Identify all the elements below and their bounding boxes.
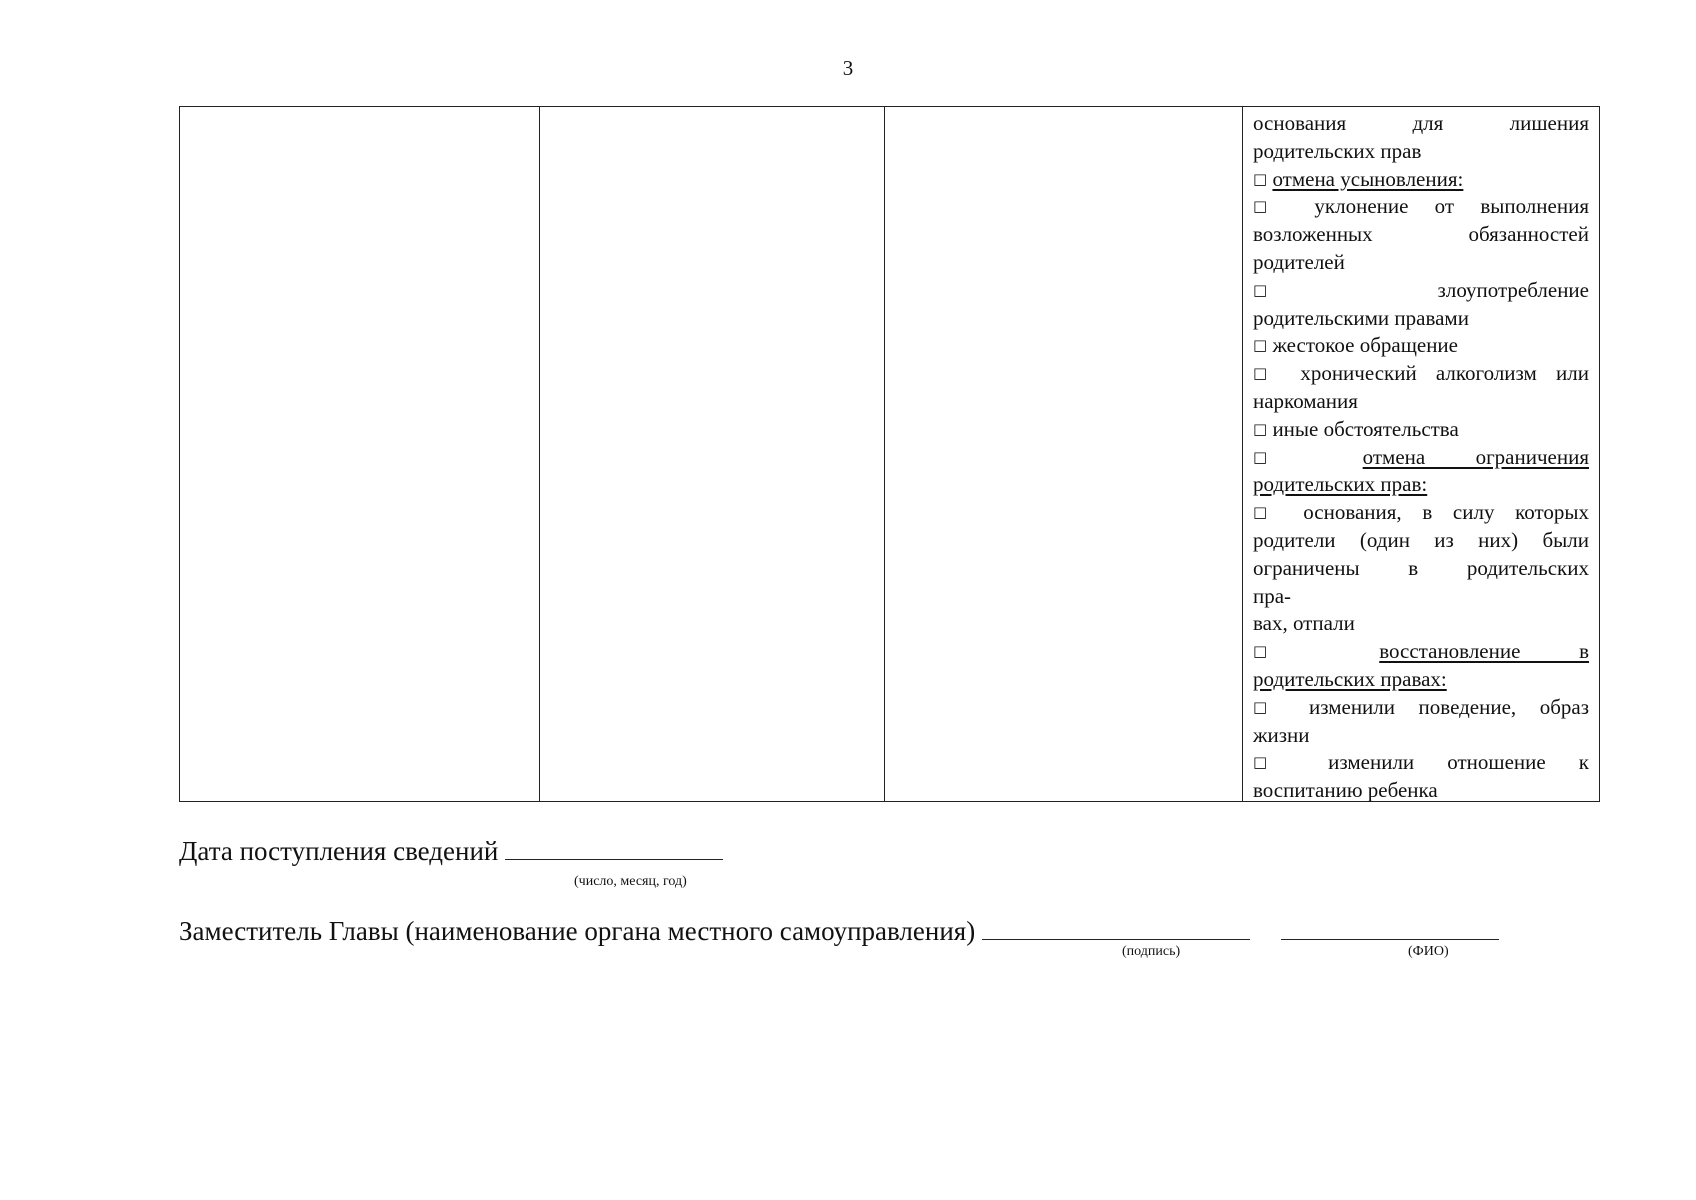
grounds-line [1253, 221, 1589, 249]
deputy-row [179, 916, 1499, 947]
grounds-line [1253, 527, 1589, 555]
grounds-line [1253, 471, 1589, 499]
grounds-text: хронический алкоголизм или [1281, 361, 1589, 386]
date-received-row [179, 836, 723, 867]
form-table [179, 106, 1600, 802]
grounds-line [1253, 193, 1589, 221]
grounds-line [1253, 638, 1589, 666]
grounds-line [1253, 749, 1589, 777]
grounds-line [1253, 722, 1589, 750]
grounds-text: изменили поведение, образ [1285, 694, 1589, 719]
deputy-label: Заместитель Главы (наименование органа местного самоуправления) [179, 916, 976, 946]
grounds-line [1253, 388, 1589, 416]
grounds-line [1253, 249, 1589, 277]
grounds-text: родительских прав [1253, 138, 1422, 163]
grounds-line [1253, 555, 1589, 583]
grounds-text: основания для лишения [1253, 111, 1589, 135]
checkbox-icon: □ [1253, 447, 1313, 466]
grounds-line [1253, 444, 1589, 472]
grounds-line [1253, 666, 1589, 694]
grounds-line [1253, 332, 1589, 360]
grounds-text: вах, отпали [1253, 611, 1355, 636]
checkbox-icon: □ [1253, 503, 1283, 522]
checkbox-icon: □ [1253, 642, 1321, 661]
grounds-text: изменили отношение к [1295, 750, 1589, 775]
grounds-text: ограничены в родительских [1253, 555, 1589, 580]
grounds-text: восстановление в [1379, 639, 1589, 664]
grounds-text: возложенных обязанностей [1253, 222, 1589, 247]
table-cell-2 [540, 107, 885, 801]
date-caption: (число, месяц, год) [574, 874, 687, 889]
grounds-line [1253, 305, 1589, 333]
grounds-line [1253, 777, 1589, 805]
date-received-label: Дата поступления сведений [179, 836, 499, 866]
checkbox-icon: □ [1253, 364, 1282, 383]
grounds-text: родителей [1253, 249, 1345, 274]
checkbox-icon: □ [1253, 280, 1350, 299]
grounds-text: пра- [1253, 583, 1292, 608]
grounds-line [1253, 416, 1589, 444]
grounds-text: отмена ограничения [1362, 444, 1589, 469]
grounds-line [1253, 110, 1589, 138]
checkbox-icon: □ [1253, 697, 1286, 716]
table-cell-3 [885, 107, 1243, 801]
date-received-blank [505, 839, 723, 860]
table-cell-grounds [1243, 107, 1599, 801]
grounds-text: родительских правах: [1253, 666, 1447, 691]
grounds-text: наркомания [1253, 388, 1358, 413]
fio-blank [1281, 919, 1499, 940]
grounds-text: родительскими правами [1253, 305, 1469, 330]
grounds-line [1253, 138, 1589, 166]
checkbox-icon: □ [1253, 419, 1268, 438]
signature-caption: (подпись) [1122, 944, 1181, 959]
checkbox-icon: □ [1253, 197, 1289, 216]
grounds-text: родительских прав: [1253, 472, 1428, 497]
grounds-text: иные обстоятельства [1267, 416, 1459, 441]
grounds-text: уклонение от выполнения [1288, 194, 1589, 219]
grounds-text: отмена усыновления: [1272, 166, 1464, 191]
grounds-text: воспитанию ребенка [1253, 778, 1438, 803]
grounds-text: основания, в силу которых [1282, 500, 1589, 525]
grounds-line [1253, 277, 1589, 305]
grounds-line [1253, 610, 1589, 638]
fio-caption: (ФИО) [1408, 944, 1449, 959]
grounds-text: родители (один из них) были [1253, 527, 1589, 552]
grounds-line [1253, 360, 1589, 388]
grounds-text: злоупотребление [1349, 277, 1589, 302]
grounds-text [1312, 445, 1362, 469]
grounds-text: жизни [1253, 722, 1310, 747]
grounds-line [1253, 499, 1589, 527]
grounds-line [1253, 583, 1589, 611]
grounds-line [1253, 694, 1589, 722]
grounds-line [1253, 166, 1589, 194]
grounds-text [1321, 639, 1380, 663]
checkbox-icon: □ [1253, 169, 1268, 188]
signature-blank [982, 919, 1250, 940]
grounds-text: жестокое обращение [1267, 333, 1458, 358]
table-cell-1 [180, 107, 540, 801]
checkbox-icon: □ [1253, 753, 1296, 772]
page-number: 3 [842, 56, 854, 80]
checkbox-icon: □ [1253, 336, 1268, 355]
